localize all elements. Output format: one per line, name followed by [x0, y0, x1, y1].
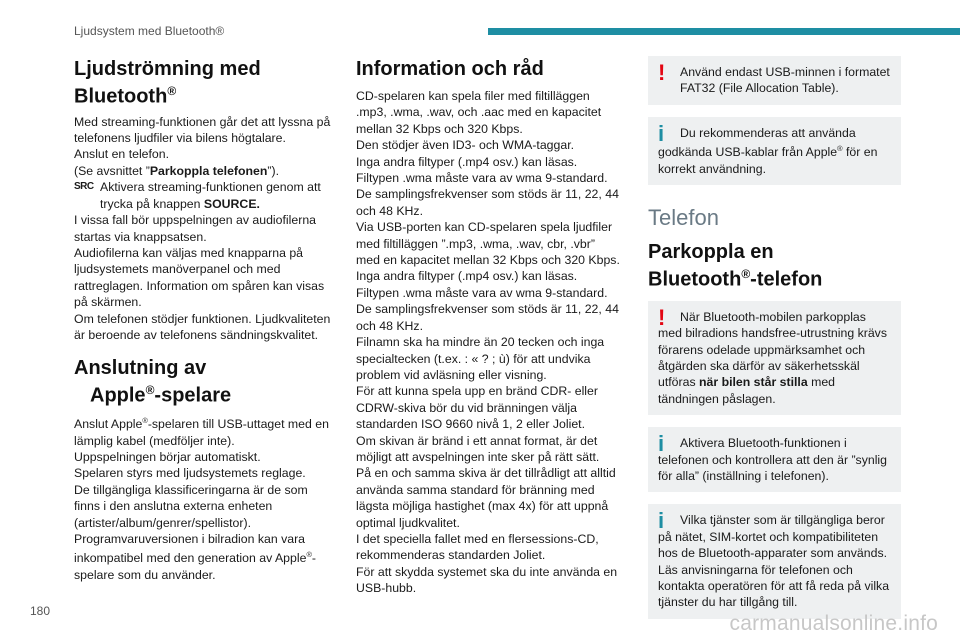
paragraph: Spelaren styrs med ljudsystemets reglage. — [74, 466, 306, 481]
info-line: CD-spelaren kan spela filer med filtilläggen .mp3, .wma, .wav, och .aac med en kapacitet mellan 32 Kbps och 320 Kbps. — [356, 89, 602, 136]
paragraph: Programvaruversionen i bilradion kan vara inkompatibel med den generation av Apple®-spelare som du använder. — [74, 531, 316, 582]
warning-icon: ! — [658, 60, 666, 85]
info-line: De samplingsfrekvenser som stöds är 11, 22, 44 och 48 KHz. — [356, 302, 619, 333]
info-line: Filnamn ska ha mindre än 20 tecken och inga specialtecken (t.ex. : « ? ; ù) för att undvika problem vid avläsning eller visning. — [356, 335, 605, 382]
warning-icon: ! — [658, 304, 666, 330]
info-line: Filtypen .wma måste vara av wma 9-standard. — [356, 171, 608, 186]
column-1 — [74, 56, 336, 583]
paragraph: Med streaming-funktionen går det att lyssna på telefonens ljudfiler via bilens högtalare. — [74, 114, 331, 146]
info-line: I det speciella fallet med en flersessions-CD, rekommenderas standarden Joliet. — [356, 531, 599, 563]
src-button-icon: SRC — [74, 181, 94, 193]
info-line: Inga andra filtyper (.mp4 osv.) kan läsas. — [356, 154, 578, 169]
heading-apple-connection: Anslutning av Apple®-spelare — [74, 357, 232, 407]
info-line: De samplingsfrekvenser som stöds är 11, 22, 44 och 48 KHz. — [356, 187, 619, 218]
watermark: carmanualsonline.info — [729, 612, 938, 635]
info-line: För att kunna spela upp en bränd CDR- eller CDRW-skiva bör du vid bränningen välja standarden ISO 9660 nivå 1, 2 eller Joliet. — [356, 384, 598, 432]
warning-note-pairing: ! När Bluetooth-mobilen parkopplas med bilradions handsfree-utrustning krävs förarens odelade uppmärksamhet och åtgärden ska därför av säkerhetsskäl utföras när bilen står stilla med tändningen påslagen. — [648, 301, 901, 415]
paragraph: (Se avsnittet ”Parkoppla telefonen”). — [74, 163, 279, 178]
info-line: Filtypen .wma måste vara av wma 9-standard. — [356, 285, 608, 300]
header-accent-bar — [488, 28, 960, 35]
paragraph: Om telefonen stödjer funktionen. Ljudkvaliteten är beroende av telefonens sändningskvalitet. — [74, 311, 331, 342]
info-icon: i — [658, 431, 665, 457]
running-header: Ljudsystem med Bluetooth® — [74, 24, 225, 38]
paragraph: Anslut en telefon. — [74, 147, 170, 162]
heading-pair-phone: Parkoppla en Bluetooth®-telefon — [648, 241, 823, 291]
paragraph: Uppspelningen börjar automatiskt. — [74, 449, 261, 464]
heading-audio-streaming: Ljudströmning med Bluetooth® — [74, 58, 261, 108]
info-line: På en och samma skiva är det tillrådligt att alltid använda samma standard för bränning med lägsta möjliga hastighet (max 4x) för att uppnå optimal ljudkvalitet. — [356, 466, 616, 530]
info-note-services: i Vilka tjänster som är tillgängliga beror på nätet, SIM-kortet och kompatibiliteten hos de Bluetooth-apparater som används. Läs anvisningarna för telefonen och kontakta operatören för att få reda på vilka tjänster du har tillgång till. — [648, 504, 901, 618]
info-line: Om skivan är bränd i ett annat format, är det möjligt att avspelningen inte sker på rätt sätt. — [356, 433, 600, 464]
paragraph: De tillgängliga klassificeringarna är de som finns i den anslutna externa enheten (artister/album/genrer/spellistor). — [74, 482, 308, 530]
page-number: 180 — [30, 604, 51, 618]
paragraph: Anslut Apple®-spelaren till USB-uttaget med en lämplig kabel (medföljer inte). — [74, 416, 329, 448]
info-note-apple-cable: i Du rekommenderas att använda godkända USB-kablar från Apple® för en korrekt användning. — [648, 117, 901, 185]
column-2 — [356, 56, 620, 597]
info-line: Den stödjer även ID3- och WMA-taggar. — [356, 138, 575, 153]
warning-note-usb: ! Använd endast USB-minnen i formatet FAT32 (File Allocation Table). — [648, 56, 901, 105]
info-line: Via USB-porten kan CD-spelaren spela ljudfiler med filtilläggen ”.mp3, .wma, .wav, cbr, .vbr” med en kapacitet mellan 32 Kbps och 320 Kbps. — [356, 220, 620, 268]
info-line: För att skydda systemet ska du inte använda en USB-hubb. — [356, 564, 618, 596]
column-3 — [648, 56, 901, 631]
info-note-bluetooth-visible: i Aktivera Bluetooth-funktionen i telefonen och kontrollera att den är ”synlig för alla” (inställning i telefonen). — [648, 427, 901, 492]
source-instruction: SRC Aktivera streaming-funktionen genom att trycka på knappen SOURCE. — [74, 180, 321, 211]
paragraph: I vissa fall bör uppspelningen av audiofilerna startas via knappsatsen. — [74, 213, 316, 244]
info-icon: i — [658, 120, 665, 146]
info-icon: i — [658, 508, 665, 534]
section-title-telefon: Telefon — [648, 205, 719, 231]
info-line: Inga andra filtyper (.mp4 osv.) kan läsas. — [356, 269, 578, 284]
heading-information-advice: Information och råd — [356, 58, 544, 80]
paragraph: Audiofilerna kan väljas med knapparna på ljudsystemets manöverpanel och med rattreglagen. Information om spåren kan visas på skärmen. — [74, 245, 325, 310]
